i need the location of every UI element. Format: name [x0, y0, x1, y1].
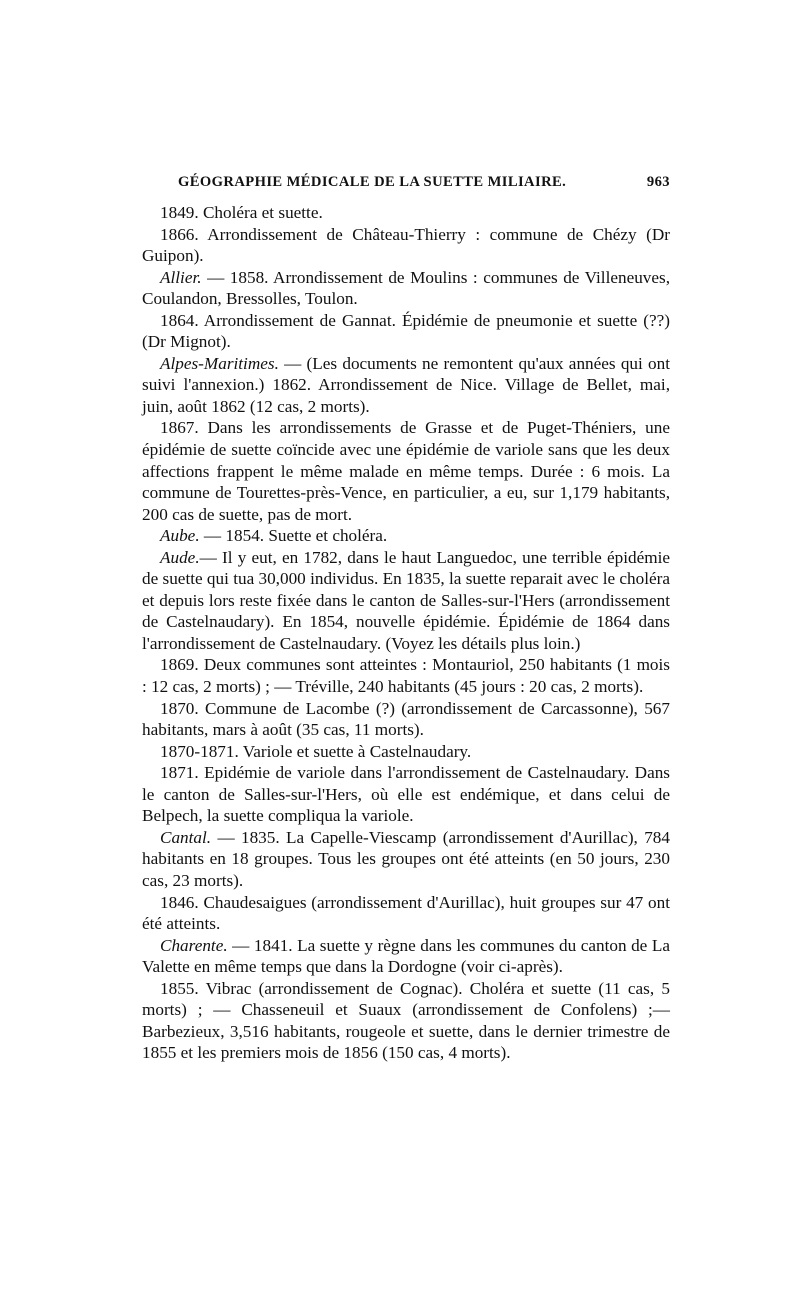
paragraph — [142, 267, 670, 310]
paragraph-text: 1870-1871. Variole et suette à Castelnaudary. — [160, 741, 472, 761]
paragraph — [142, 547, 670, 655]
paragraph — [142, 224, 670, 267]
paragraph-text: — (Les documents ne remontent qu'aux années qui ont suivi l'annexion.) 1862. Arrondissement de Nice. Village de Bellet, mai, juin, août 1862 (12 cas, 2 morts). — [142, 353, 670, 416]
paragraph — [142, 978, 670, 1064]
paragraph — [142, 310, 670, 353]
paragraph — [142, 892, 670, 935]
paragraph-text: 1849. Choléra et suette. — [160, 203, 323, 222]
paragraph — [142, 654, 670, 697]
department-name: Cantal. — [160, 827, 212, 847]
paragraph-text: 1846. Chaudesaigues (arrondissement d'Aurillac), huit groupes sur 47 ont été atteints. — [142, 892, 670, 934]
paragraph — [142, 698, 670, 741]
paragraph-text: 1870. Commune de Lacombe (?) (arrondissement de Carcassonne), 567 habitants, mars à août (35 cas, 11 morts). — [142, 698, 670, 740]
paragraph-text: — Il y eut, en 1782, dans le haut Languedoc, une terrible épidémie de suette qui tua 30,000 individus. En 1835, la suette reparait avec le choléra et depuis lors reste fixée dans le canton de Salles-sur-l'Hers (arrondissement de Castelnaudary). En 1854, nouvelle épidémie. Épidémie de 1864 dans l'arrondissement de Castelnaudary. (Voyez les détails plus loin.) — [142, 547, 670, 653]
paragraph-text: 1869. Deux communes sont atteintes : Montauriol, 250 habitants (1 mois : 12 cas, 2 morts) ; — Tréville, 240 habitants (45 jours : 20 cas, 2 morts). — [142, 655, 670, 697]
paragraph — [142, 762, 670, 827]
paragraph-text: 1855. Vibrac (arrondissement de Cognac). Choléra et suette (11 cas, 5 morts) ; — Chasseneuil et Suaux (arrondissement de Confolens) ;—Barbezieux, 3,516 habitants, rougeole et suette, dans le dernier trimestre de 1855 et les premiers mois de 1856 (150 cas, 4 morts). — [142, 978, 670, 1063]
department-name: Aube. — [160, 526, 200, 546]
paragraph-text: 1866. Arrondissement de Château-Thierry : commune de Chézy (Dr Guipon). — [142, 224, 670, 266]
paragraph-text: — 1854. Suette et choléra. — [199, 526, 388, 546]
paragraph-text: — 1835. La Capelle-Viescamp (arrondissement d'Aurillac), 784 habitants en 18 groupes. Tous les groupes ont été atteints (en 50 jours, 230 cas, 23 morts). — [142, 827, 670, 890]
paragraph-text: — 1858. Arrondissement de Moulins : communes de Villeneuves, Coulandon, Bressolles, Toulon. — [142, 267, 670, 309]
department-name: Aude. — [160, 547, 200, 567]
paragraph — [142, 353, 670, 418]
paragraph — [142, 202, 670, 224]
paragraph-text: 1871. Epidémie de variole dans l'arrondissement de Castelnaudary. Dans le canton de Salles-sur-l'Hers, où elle est endémique, et dans celui de Belpech, la suette compliqua la variole. — [142, 763, 670, 826]
running-header — [142, 172, 670, 202]
running-title: GÉOGRAPHIE MÉDICALE DE LA SUETTE MILIAIRE. — [178, 174, 567, 190]
department-name: Alpes-Maritimes. — [160, 353, 279, 373]
page-number: 963 — [646, 174, 670, 190]
document-page — [142, 172, 670, 1064]
department-name: Charente. — [160, 935, 228, 955]
paragraph-text: 1864. Arrondissement de Gannat. Épidémie de pneumonie et suette (??) (Dr Mignot). — [142, 310, 670, 352]
paragraph — [142, 525, 670, 547]
paragraph — [142, 827, 670, 892]
department-name: Allier. — [160, 267, 202, 287]
paragraph — [142, 741, 670, 763]
paragraph — [142, 417, 670, 525]
paragraph — [142, 935, 670, 978]
paragraph-text: — 1841. La suette y règne dans les communes du canton de La Valette en même temps que dans la Dordogne (voir ci-après). — [142, 935, 670, 977]
paragraph-text: 1867. Dans les arrondissements de Grasse et de Puget-Théniers, une épidémie de suette coïncide avec une épidémie de variole sans que les deux affections frappent le même malade en même temps. Durée : 6 mois. La commune de Tourettes-près-Vence, en particulier, a eu, sur 1,179 habitants, 200 cas de suette, pas de mort. — [142, 418, 670, 524]
body-text — [142, 202, 670, 1064]
